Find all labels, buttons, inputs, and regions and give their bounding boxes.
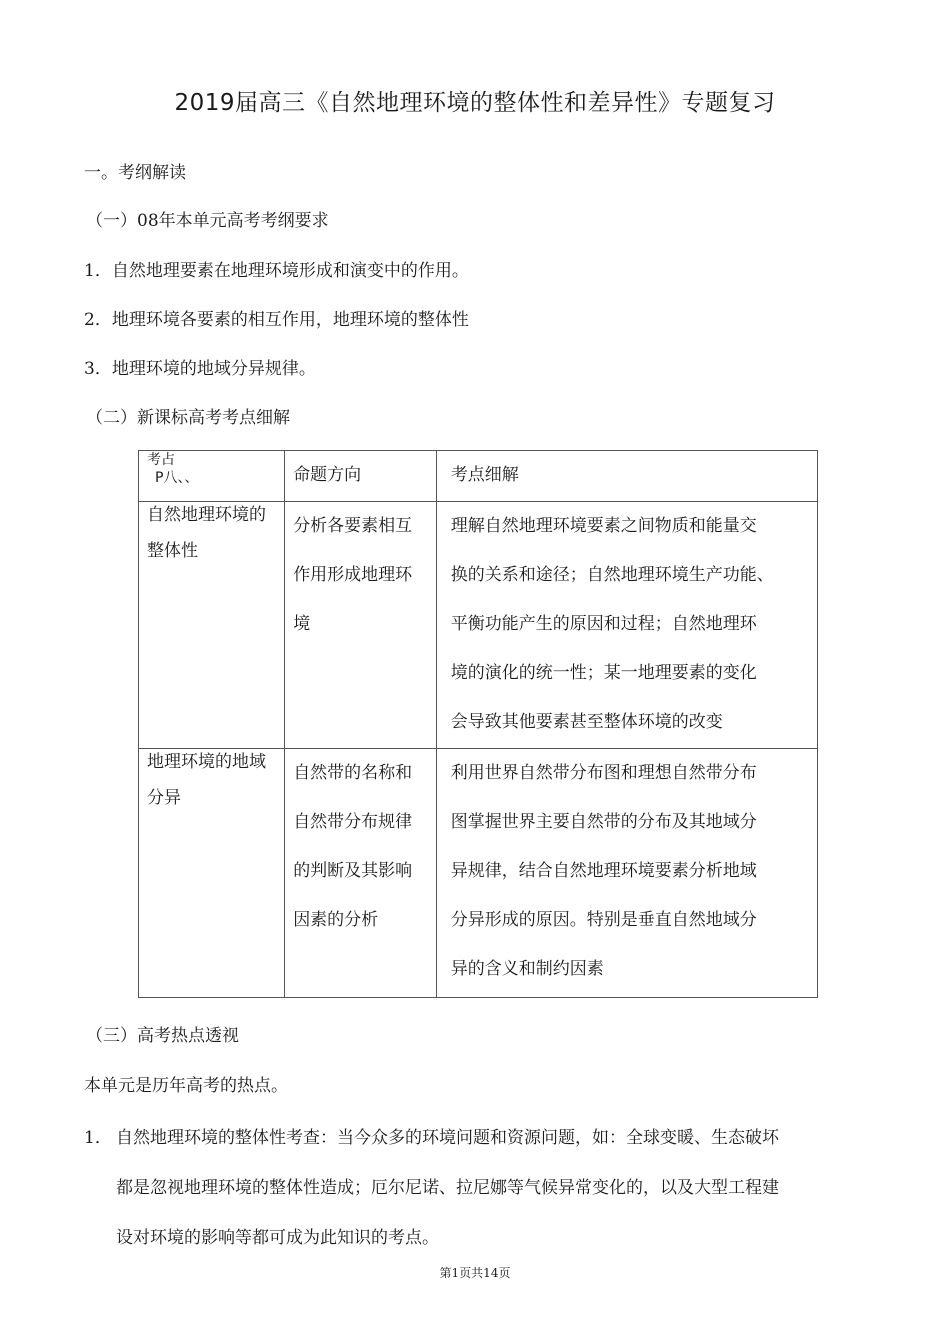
cell-line: 异规律，结合自然地理环境要素分析地域 xyxy=(450,861,757,881)
exam-points-table xyxy=(138,450,818,998)
cell-line: 会导致其他要素甚至整体环境的改变 xyxy=(450,712,723,732)
cell-detail xyxy=(436,502,817,749)
cell-direction xyxy=(285,749,437,998)
cell-point xyxy=(139,749,285,998)
cell-direction xyxy=(285,502,437,749)
cell-line: 自然带分布规律 xyxy=(293,812,413,832)
header-cell-point xyxy=(139,451,285,502)
cell-line: 理解自然地理环境要素之间物质和能量交 xyxy=(450,516,757,536)
cell-line: 境 xyxy=(293,614,311,634)
cell-line: 自然地理环境的 xyxy=(147,505,266,525)
cell-line: 的判断及其影响 xyxy=(293,861,413,881)
cell-line: 分异形成的原因。特别是垂直自然地域分 xyxy=(450,910,757,930)
list-number: 1． xyxy=(84,1128,112,1148)
subheading-hot-topics: （三）高考热点透视 xyxy=(86,1026,239,1046)
table-header-row xyxy=(139,451,818,502)
cell-line: 境的演化的统一性；某一地理要素的变化 xyxy=(450,663,757,683)
cell-line: 作用形成地理环 xyxy=(293,565,413,585)
cell-line: 整体性 xyxy=(147,541,198,561)
table-row xyxy=(139,502,818,749)
cell-detail xyxy=(436,749,817,998)
requirement-item: 2．地理环境各要素的相互作用，地理环境的整体性 xyxy=(84,310,469,330)
cell-line: 异的含义和制约因素 xyxy=(450,959,604,979)
header-text: 考占 xyxy=(147,452,175,468)
hot-topic-text xyxy=(84,1113,874,1263)
section-heading-syllabus: 一。考纲解读 xyxy=(84,163,186,183)
cell-line: 利用世界自然带分布图和理想自然带分布 xyxy=(450,763,757,783)
cell-line: 自然带的名称和 xyxy=(293,763,413,783)
text-line: 设对环境的影响等都可成为此知识的考点。 xyxy=(116,1228,439,1248)
text-line: 自然地理环境的整体性考查：当今众多的环境问题和资源问题，如：全球变暖、生态破坏 xyxy=(116,1128,779,1148)
cell-line: 因素的分析 xyxy=(293,910,379,930)
header-text: P八、、 xyxy=(155,470,199,486)
hot-topics-intro: 本单元是历年高考的热点。 xyxy=(84,1076,288,1096)
subheading-requirements: （一）08年本单元高考考纲要求 xyxy=(86,211,329,231)
requirement-item: 3．地理环境的地域分异规律。 xyxy=(84,359,316,379)
cell-line: 图掌握世界主要自然带的分布及其地域分 xyxy=(450,812,757,832)
document-title: 2019届高三《自然地理环境的整体性和差异性》专题复习 xyxy=(174,90,776,116)
cell-line: 分异 xyxy=(147,788,181,808)
cell-point xyxy=(139,502,285,749)
subheading-exam-points: （二）新课标高考考点细解 xyxy=(86,408,290,428)
text-line: 都是忽视地理环境的整体性造成；厄尔尼诺、拉尼娜等气候异常变化的，以及大型工程建 xyxy=(116,1178,779,1198)
header-cell-detail: 考点细解 xyxy=(436,451,817,502)
page-footer: 第1页共14页 xyxy=(439,1266,511,1280)
table-row xyxy=(139,749,818,998)
requirement-item: 1．自然地理要素在地理环境形成和演变中的作用。 xyxy=(84,261,469,281)
cell-line: 换的关系和途径；自然地理环境生产功能、 xyxy=(450,565,774,585)
cell-line: 平衡功能产生的原因和过程；自然地理环 xyxy=(450,614,757,634)
header-cell-direction: 命题方向 xyxy=(285,451,437,502)
hot-topic-item xyxy=(84,1113,874,1263)
cell-line: 地理环境的地域 xyxy=(147,752,266,772)
cell-line: 分析各要素相互 xyxy=(293,516,413,536)
